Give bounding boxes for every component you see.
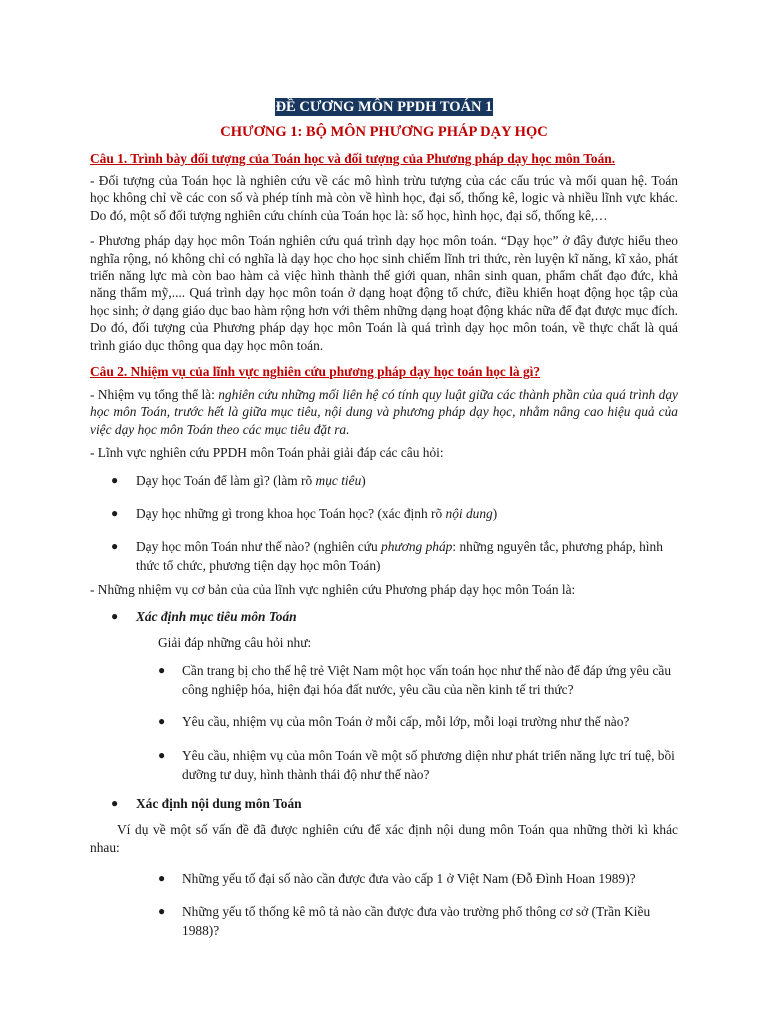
list-item: ● Yêu cầu, nhiệm vụ của môn Toán ở mỗi cấp, mỗi lớp, mỗi loại trường như thế nào? <box>90 712 678 731</box>
content-list <box>90 869 678 940</box>
document-title: ĐỀ CƯƠNG MÔN PPDH TOÁN 1 <box>275 99 493 115</box>
q1-paragraph-1: - Đối tượng của Toán học là nghiên cứu về các mô hình trừu tượng của các cấu trúc và mối quan hệ. Toán học không chỉ về các con số và phép tính mà còn về hình học, đại số, thống kê, logic và nhiều lĩnh vực khác. Do đó, một số đối tượng nghiên cứu chính của Toán học là: số học, hình học, đại số, thống kê,… <box>90 173 678 223</box>
chapter-title: CHƯƠNG 1: BỘ MÔN PHƯƠNG PHÁP DẠY HỌC <box>220 124 548 140</box>
q1-paragraph-2: - Phương pháp dạy học môn Toán nghiên cứu quá trình dạy học môn toán. “Dạy học” ở đây được hiểu theo nghĩa rộng, nó không chỉ có nghĩa là dạy học cho học sinh chiếm lĩnh tri thức, rèn luyện kĩ năng, kĩ xảo, phát triển năng lực mà còn bao hàm cả việc hình thành thế giới quan, nhân sinh quan, phẩm chất đạo đức, khả năng thẩm mỹ,.... Quá trình dạy học môn toán ở dạng hoạt động tổ chức, điều khiển hoạt động học tập của học sinh; ở dạng giáo dục bao hàm rộng hơn với thêm những dạng hoạt động khác nữa để đạt được mục đích. Do đó, đối tượng của Phương pháp dạy học môn Toán là quá trình dạy học môn toán, về thực chất là quá trình giáo dục thông qua dạy học môn toán. <box>90 233 678 353</box>
goal-list <box>90 661 678 784</box>
basic-task-list <box>90 607 678 626</box>
document-page <box>90 98 678 940</box>
title-block <box>90 98 678 116</box>
q2-basic-tasks-intro: - Những nhiệm vụ cơ bản của của lĩnh vực nghiên cứu Phương pháp dạy học môn Toán là: <box>90 581 576 597</box>
list-item: ● Những yếu tố đại số nào cần được đưa vào cấp 1 ở Việt Nam (Đỗ Đình Hoan 1989)? <box>90 869 678 888</box>
question-2-heading: Câu 2. Nhiệm vụ của lĩnh vực nghiên cứu phương pháp dạy học toán học là gì? <box>90 364 541 380</box>
goal-heading: ● Xác định mục tiêu môn Toán <box>90 607 678 626</box>
list-item: ● Dạy học những gì trong khoa học Toán học? (xác định rõ nội dung) <box>90 504 678 523</box>
list-item: ● Yêu cầu, nhiệm vụ của môn Toán về một số phương diện như phát triển năng lực trí tuệ, bồi dưỡng tư duy, hình thành thái độ như thế nào? <box>90 746 678 784</box>
content-intro: Ví dụ về một số vấn đề đã được nghiên cứu để xác định nội dung môn Toán qua những thời kì khác nhau: <box>90 822 678 855</box>
q2-field-intro: - Lĩnh vực nghiên cứu PPDH môn Toán phải giải đáp các câu hỏi: <box>90 445 444 461</box>
question-1-heading: Câu 1. Trình bày đối tượng của Toán học và đối tượng của Phương pháp dạy học môn Toán. <box>90 151 616 166</box>
goal-intro: Giải đáp những câu hỏi như: <box>158 635 312 651</box>
content-heading: ● Xác định nội dung môn Toán <box>90 794 678 813</box>
content-task-list <box>90 794 678 813</box>
q2-overall-task <box>90 386 678 438</box>
q2-task-italic: nghiên cứu những mối liên hệ có tính quy luật giữa các thành phần của quá trình dạy học môn Toán, trước hết là giữa mục tiêu, nội dung và phương pháp dạy học, nhằm nâng cao hiệu quả của việc dạy học môn Toán theo các mục tiêu đặt ra. <box>90 387 678 437</box>
q2-task-lead: - Nhiệm vụ tổng thể là: <box>90 387 219 403</box>
list-item: ● Những yếu tố thống kê mô tả nào cần được đưa vào trường phổ thông cơ sở (Trần Kiều 1988)? <box>90 902 678 940</box>
list-item: ● Cần trang bị cho thế hệ trẻ Việt Nam một học vấn toán học như thế nào để đáp ứng yêu cầu công nghiệp hóa, hiện đại hóa đất nước, yêu cầu của nền kinh tế tri thức? <box>90 661 678 699</box>
list-item: ● Dạy học Toán để làm gì? (làm rõ mục tiêu) <box>90 471 678 490</box>
list-item: ● Dạy học môn Toán như thế nào? (nghiên cứu phương pháp: những nguyên tắc, phương pháp, hình thức tổ chức, phương tiện dạy học môn Toán) <box>90 537 678 575</box>
question-list <box>90 471 678 575</box>
